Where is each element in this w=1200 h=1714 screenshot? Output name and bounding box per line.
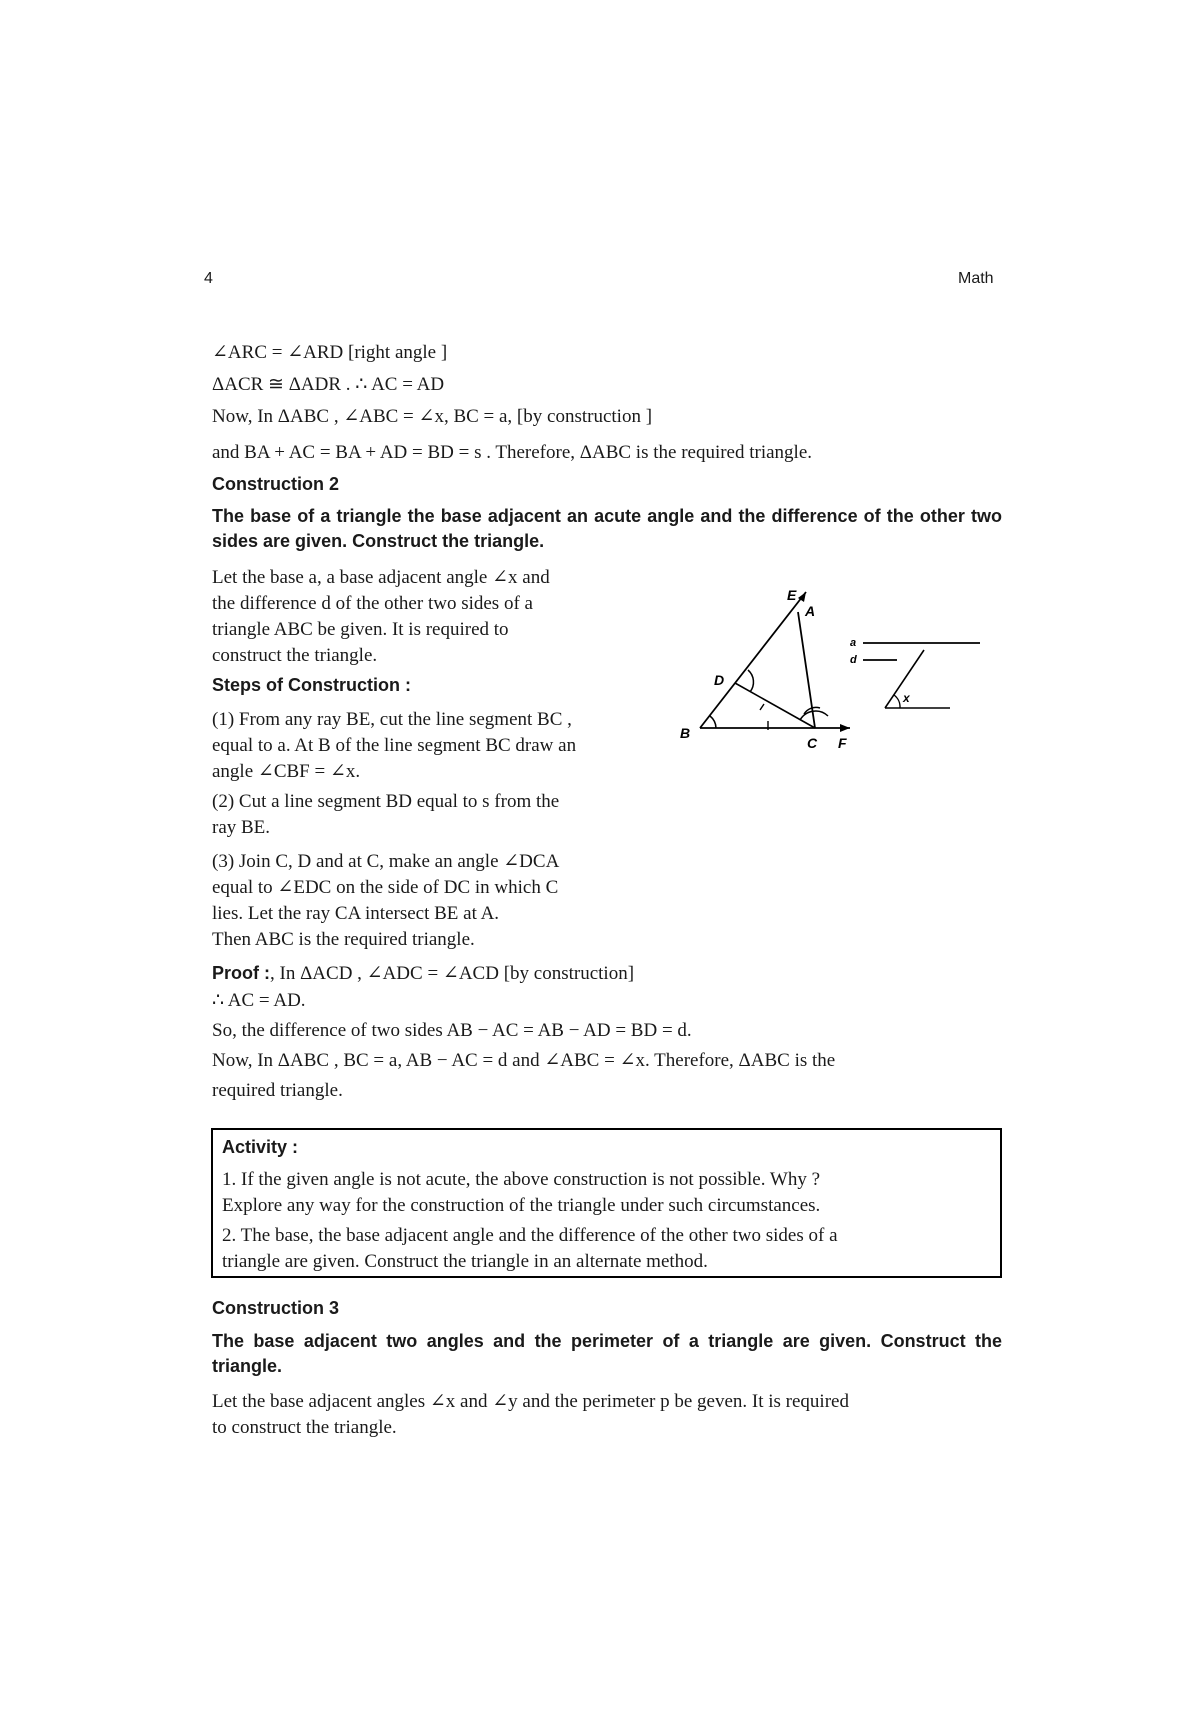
proof-line-3: Now, In ΔABC , ∠ABC = ∠x, BC = a, [by construction ] (212, 406, 653, 427)
construction-3-statement: The base adjacent two angles and the perimeter of a triangle are given. Construct the triangle. (212, 1331, 1002, 1376)
given-line-4: construct the triangle. (212, 645, 378, 666)
step-3-line-4: Then ABC is the required triangle. (212, 929, 475, 950)
step-1-line-1: (1) From any ray BE, cut the line segment BC , (212, 709, 572, 730)
given-line-1: Let the base a, a base adjacent angle ∠x and (212, 567, 550, 588)
proof-paragraph-line-3: So, the difference of two sides AB − AC = AB − AD = BD = d. (212, 1020, 692, 1041)
proof-text: , In ΔACD , ∠ADC = ∠ACD [by construction] (270, 963, 635, 984)
steps-title: Steps of Construction : (212, 675, 411, 695)
activity-item-2-line-2: triangle are given. Construct the triangle in an alternate method. (222, 1251, 708, 1272)
label-d-segment: d (850, 654, 857, 666)
label-d: D (714, 672, 725, 688)
construction-3-title: Construction 3 (212, 1298, 340, 1318)
label-a: A (805, 603, 816, 619)
label-a-segment: a (850, 637, 857, 649)
proof-line-2: ΔACR ≅ ΔADR . ∴ AC = AD (212, 374, 445, 395)
construction-3-given-line-1: Let the base adjacent angles ∠x and ∠y and the perimeter p be geven. It is required (212, 1391, 849, 1412)
angle-x-arc (894, 695, 900, 708)
tick-mark-1 (760, 704, 764, 710)
given-line-2: the difference d of the other two sides of a (212, 593, 533, 614)
label-b: B (680, 725, 691, 741)
activity-title: Activity : (222, 1137, 299, 1157)
step-3-line-2: equal to ∠EDC on the side of DC in which C (212, 877, 559, 898)
step-1-line-3: angle ∠CBF = ∠x. (212, 761, 361, 782)
arrowhead-f (840, 724, 850, 732)
construction-2-statement: The base of a triangle the base adjacent an acute angle and the difference of the other two sides are given. Construct the triangle. (212, 506, 1002, 551)
step-1-line-2: equal to a. At B of the line segment BC draw an (212, 735, 577, 756)
proof-line-1: ∠ARC = ∠ARD [right angle ] (212, 342, 448, 363)
construction-2-title: Construction 2 (212, 474, 340, 494)
proof-label: Proof : (212, 963, 270, 983)
angle-arc-d (748, 670, 753, 692)
given-line-3: triangle ABC be given. It is required to (212, 619, 509, 640)
segment-dc (735, 683, 815, 728)
activity-item-2-line-1: 2. The base, the base adjacent angle and the difference of the other two sides of a (222, 1225, 838, 1246)
step-2-line-2: ray BE. (212, 817, 271, 838)
step-2-line-1: (2) Cut a line segment BD equal to s from the (212, 791, 560, 812)
proof-paragraph-line-5: required triangle. (212, 1080, 343, 1101)
activity-item-1-line-1: 1. If the given angle is not acute, the above construction is not possible. Why ? (222, 1169, 821, 1190)
label-x: x (903, 691, 910, 705)
running-header: Math (958, 270, 994, 287)
proof-paragraph-line-1 (212, 960, 634, 987)
ray-be (700, 592, 806, 728)
label-c: C (807, 735, 818, 751)
activity-item-1-line-2: Explore any way for the construction of the triangle under such circumstances. (222, 1195, 821, 1216)
page-number: 4 (204, 270, 213, 287)
angle-arc-b (710, 716, 716, 728)
step-3-line-3: lies. Let the ray CA intersect BE at A. (212, 903, 500, 924)
proof-paragraph-line-2: ∴ AC = AD. (212, 990, 306, 1011)
proof-paragraph-line-4: Now, In ΔABC , BC = a, AB − AC = d and ∠ABC = ∠x. Therefore, ΔABC is the (212, 1050, 836, 1071)
construction-figure (660, 580, 1000, 760)
step-3-line-1: (3) Join C, D and at C, make an angle ∠DCA (212, 851, 560, 872)
label-e: E (787, 587, 797, 603)
construction-3-given-line-2: to construct the triangle. (212, 1417, 397, 1438)
proof-line-4: and BA + AC = BA + AD = BD = s . Therefore, ΔABC is the required triangle. (212, 442, 813, 463)
label-f: F (838, 735, 847, 751)
